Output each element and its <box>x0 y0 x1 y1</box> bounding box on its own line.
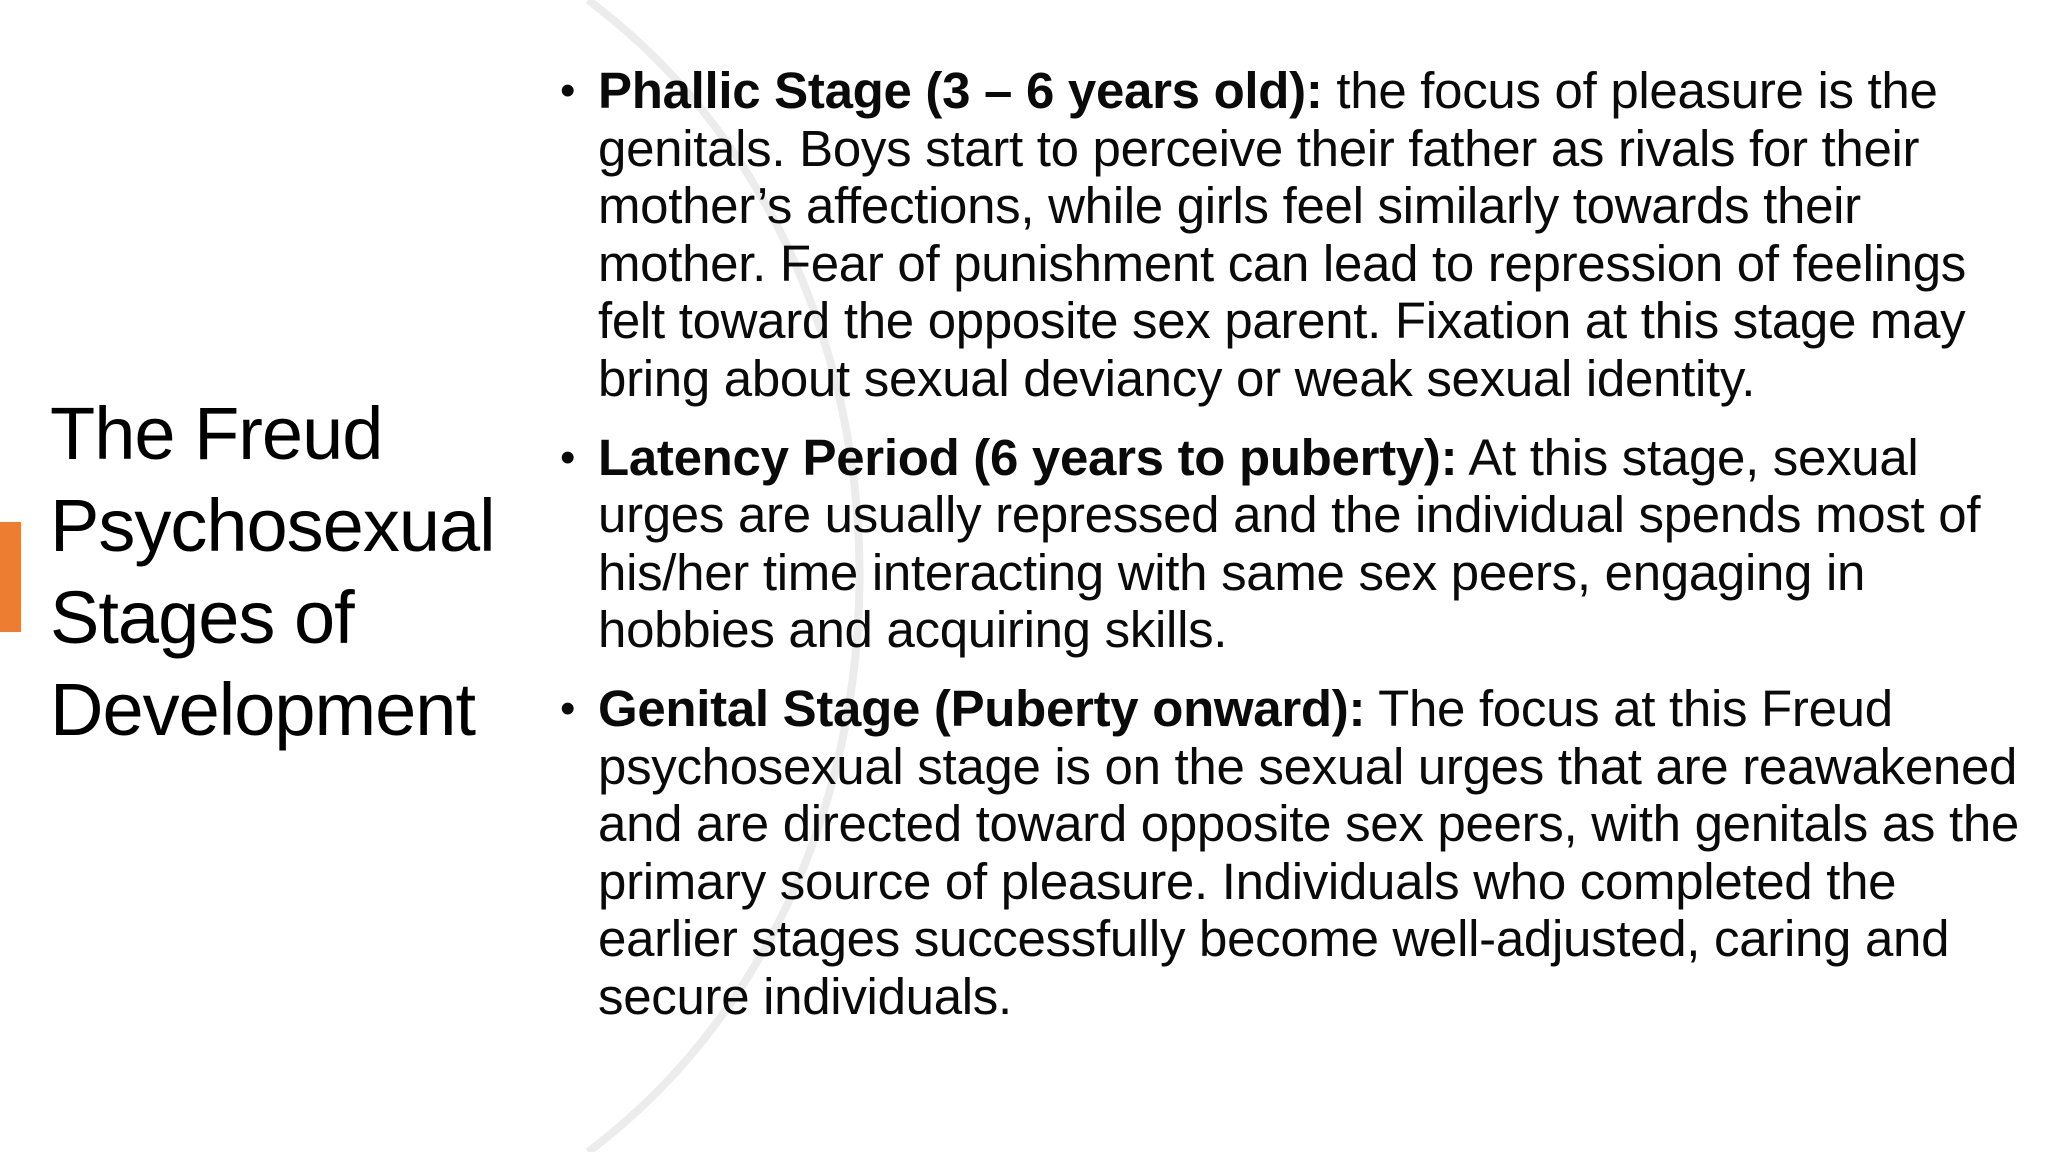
bullet-latency-period <box>560 429 2038 659</box>
bullet-genital-stage <box>560 680 2038 1026</box>
bullet-phallic-stage <box>560 62 2038 408</box>
bullet-label: Genital Stage (Puberty onward): <box>598 679 1366 737</box>
bullet-icon: • <box>560 683 576 733</box>
bullet-label: Latency Period (6 years to puberty): <box>598 428 1458 486</box>
bullet-text: At this stage, sexual urges are usually repressed and the individual spends most of his/her time interacting with same sex peers, engaging in hobbies and acquiring skills. <box>598 428 1981 659</box>
bullet-label: Phallic Stage (3 – 6 years old): <box>598 62 1323 119</box>
title-accent-bar <box>0 522 21 632</box>
bullet-list <box>560 62 2038 1026</box>
bullet-icon: • <box>560 66 576 115</box>
bullet-text: the focus of pleasure is the genitals. Boys start to perceive their father as rivals for their mother’s affections, while girls feel similarly towards their mother. Fear of punishment can lead to repression of feelings felt toward the opposite sex parent. Fixation at this stage may bring about sexual deviancy or weak sexual identity. <box>598 62 1966 407</box>
bullet-text: The focus at this Freud psychosexual stage is on the sexual urges that are reawakened and are directed toward opposite sex peers, with genitals as the primary source of pleasure. Individuals who completed the earlier stages successfully become well-adjusted, caring and secure individuals. <box>598 679 2019 1025</box>
slide-title: The Freud Psychosexual Stages of Development <box>50 392 495 751</box>
bullet-icon: • <box>560 432 576 482</box>
